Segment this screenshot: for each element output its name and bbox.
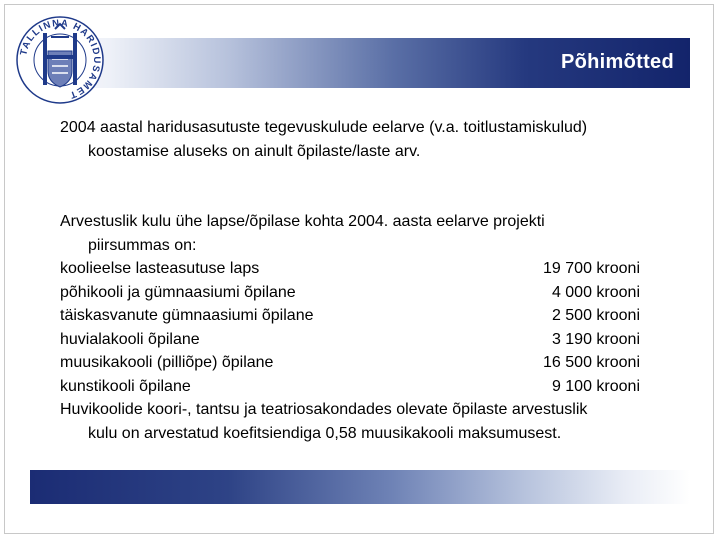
cost-amount: 4 000 krooni: [551, 283, 640, 301]
list-item: [60, 257, 670, 281]
intro-line-2: koostamise aluseks on ainult õpilaste/laste arv.: [88, 142, 421, 160]
hobby-line-2: kulu on arvestatud koefitsiendiga 0,58 muusikakooli maksumusest.: [88, 424, 562, 442]
cost-label: põhikooli ja gümnaasiumi õpilane: [60, 283, 296, 301]
hobby-line-1: Huvikoolide koori-, tantsu ja teatriosakondades olevate õpilaste arvestuslik: [60, 401, 588, 418]
slide-title: Põhimõtted: [561, 51, 674, 73]
intro-line-1: 2004 aastal haridusasutuste tegevuskulude eelarve (v.a. toitlustamiskulud): [60, 119, 588, 136]
footer-bar: [30, 470, 690, 504]
cost-amount: 2 500 krooni: [551, 307, 640, 324]
cost-label: koolieelse lasteasutuse laps: [60, 260, 260, 277]
intro-paragraph: [60, 116, 670, 163]
header-bar: [30, 38, 690, 88]
list-item: [60, 351, 670, 375]
cost-line-2: piirsummas on:: [88, 236, 197, 254]
cost-amount: 19 700 krooni: [543, 260, 640, 277]
cost-label: täiskasvanute gümnaasiumi õpilane: [60, 307, 314, 324]
cost-label: kunstikooli õpilane: [60, 377, 191, 395]
cost-paragraph: [60, 210, 670, 257]
list-item: [60, 328, 670, 352]
body-text: [60, 116, 670, 445]
cost-label: muusikakooli (pilliõpe) õpilane: [60, 354, 274, 371]
cost-label: huvialakooli õpilane: [60, 330, 200, 348]
cost-amount: 3 190 krooni: [551, 330, 640, 348]
list-item: [60, 281, 670, 305]
cost-amount: 16 500 krooni: [543, 354, 640, 371]
cost-list: [60, 257, 670, 398]
list-item: [60, 304, 670, 328]
hobby-school-paragraph: [60, 398, 670, 445]
cost-line-1: Arvestuslik kulu ühe lapse/õpilase kohta 2004. aasta eelarve projekti: [60, 213, 545, 230]
list-item: [60, 375, 670, 399]
tallinn-education-board-logo-icon: [15, 15, 105, 105]
cost-amount: 9 100 krooni: [551, 377, 640, 395]
svg-text:TALLINNA HARIDUSAMET: TALLINNA HARIDUSAMET: [18, 17, 103, 101]
